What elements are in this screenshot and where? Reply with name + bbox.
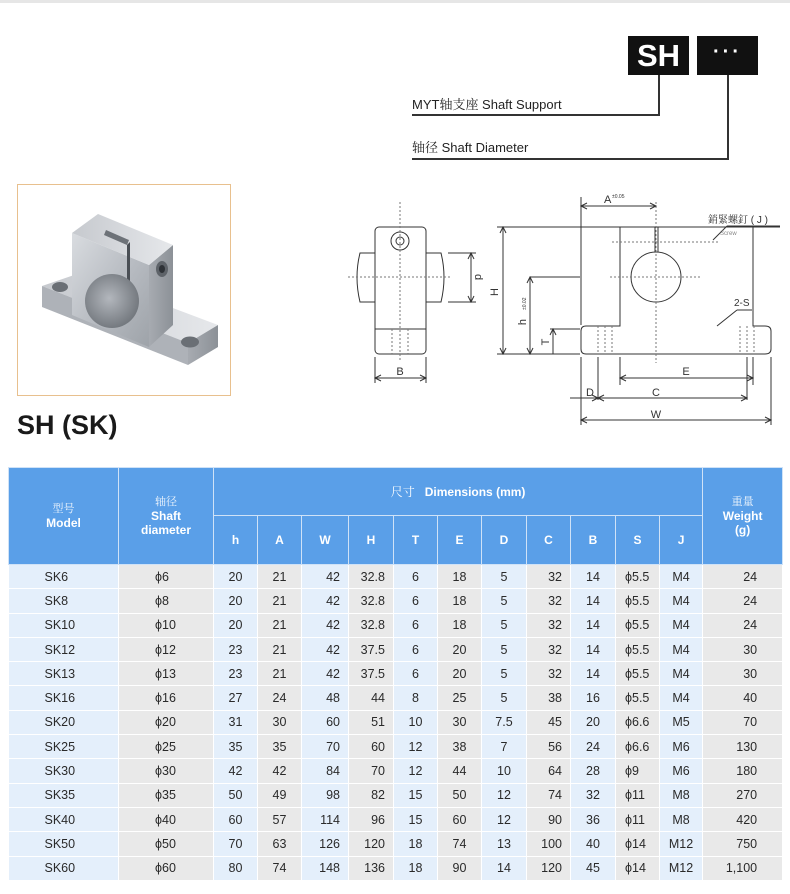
cell-d: 5	[482, 589, 527, 613]
cell-a: 35	[258, 735, 302, 759]
cell-model: SK25	[9, 735, 119, 759]
cell-w: 70	[302, 735, 349, 759]
cell-c: 74	[527, 783, 571, 807]
table-row	[9, 565, 783, 589]
dim-label-w: W	[650, 409, 662, 421]
cell-d: 12	[482, 807, 527, 831]
cell-d: 5	[482, 686, 527, 710]
header-dim-h-lower: h	[214, 516, 258, 565]
cell-weight: 24	[703, 565, 783, 589]
table-row	[9, 807, 783, 831]
cell-weight: 30	[703, 637, 783, 661]
cell-s: ϕ14	[616, 832, 660, 856]
cell-t: 12	[394, 759, 438, 783]
cell-b: 16	[571, 686, 616, 710]
cell-b: 36	[571, 807, 616, 831]
cell-b: 14	[571, 662, 616, 686]
cell-shaft-diameter: ϕ6	[119, 565, 214, 589]
spec-table	[8, 467, 783, 881]
cell-a: 63	[258, 832, 302, 856]
cell-c: 32	[527, 637, 571, 661]
cell-model: SK40	[9, 807, 119, 831]
table-row	[9, 783, 783, 807]
cell-t: 15	[394, 783, 438, 807]
cell-j: M4	[660, 662, 703, 686]
header-shaft-en1: Shaft	[151, 509, 181, 523]
cell-j: M6	[660, 759, 703, 783]
cell-e: 18	[438, 565, 482, 589]
cell-b: 14	[571, 589, 616, 613]
cell-shaft-diameter: ϕ12	[119, 637, 214, 661]
cell-h: 32.8	[349, 613, 394, 637]
cell-t: 10	[394, 710, 438, 734]
header-weight-en: Weight	[722, 509, 763, 523]
cell-w: 42	[302, 613, 349, 637]
header-dim-a: A	[258, 516, 302, 565]
technical-drawing	[340, 185, 790, 435]
cell-a: 30	[258, 710, 302, 734]
cell-a: 42	[258, 759, 302, 783]
connector-line-sh	[658, 75, 660, 115]
cell-model: SK13	[9, 662, 119, 686]
dim-label-d: d	[472, 273, 484, 281]
cell-h: 70	[349, 759, 394, 783]
cell-s: ϕ5.5	[616, 686, 660, 710]
cell-t: 6	[394, 662, 438, 686]
header-model-en: Model	[46, 516, 81, 530]
dim-label-t: T	[540, 338, 552, 346]
cell-w: 98	[302, 783, 349, 807]
cell-t: 6	[394, 589, 438, 613]
cell-s: ϕ9	[616, 759, 660, 783]
cell-model: SK8	[9, 589, 119, 613]
cell-w: 42	[302, 589, 349, 613]
cell-shaft-diameter: ϕ25	[119, 735, 214, 759]
cell-b: 14	[571, 613, 616, 637]
dim-tolerance-a: ±0.05	[612, 194, 625, 200]
table-row	[9, 856, 783, 880]
cell-h: 27	[214, 686, 258, 710]
cell-e: 38	[438, 735, 482, 759]
cell-weight: 750	[703, 832, 783, 856]
header-shaft	[119, 468, 214, 565]
dim-label-h-upper: H	[489, 288, 501, 296]
cell-weight: 24	[703, 613, 783, 637]
dim-label-b: B	[396, 366, 404, 378]
cell-e: 50	[438, 783, 482, 807]
cell-c: 45	[527, 710, 571, 734]
cell-t: 8	[394, 686, 438, 710]
cell-h: 50	[214, 783, 258, 807]
dim-label-a: A	[604, 194, 612, 206]
header-model-cn: 型号	[52, 503, 75, 515]
cell-s: ϕ6.6	[616, 710, 660, 734]
cell-e: 25	[438, 686, 482, 710]
cell-e: 74	[438, 832, 482, 856]
header-weight-unit: (g)	[734, 523, 751, 537]
cell-c: 90	[527, 807, 571, 831]
cell-b: 14	[571, 637, 616, 661]
cell-e: 18	[438, 613, 482, 637]
cell-d: 5	[482, 565, 527, 589]
header-dim-e: E	[438, 516, 482, 565]
cell-w: 148	[302, 856, 349, 880]
product-photo	[17, 184, 231, 396]
cell-h: 31	[214, 710, 258, 734]
cell-b: 14	[571, 565, 616, 589]
cell-weight: 24	[703, 589, 783, 613]
underline-shaft-support	[412, 114, 660, 116]
header-dims-cn: 尺寸	[390, 484, 415, 499]
cell-e: 30	[438, 710, 482, 734]
header-dim-j: J	[660, 516, 703, 565]
cell-h: 96	[349, 807, 394, 831]
cell-s: ϕ5.5	[616, 565, 660, 589]
cell-weight: 40	[703, 686, 783, 710]
cell-shaft-diameter: ϕ40	[119, 807, 214, 831]
cell-j: M5	[660, 710, 703, 734]
cell-c: 38	[527, 686, 571, 710]
cell-model: SK6	[9, 565, 119, 589]
cell-d: 5	[482, 613, 527, 637]
cell-h: 20	[214, 565, 258, 589]
cell-w: 114	[302, 807, 349, 831]
header-dim-t: T	[394, 516, 438, 565]
cell-d: 13	[482, 832, 527, 856]
spec-table-body	[9, 565, 783, 881]
cell-c: 120	[527, 856, 571, 880]
cell-model: SK20	[9, 710, 119, 734]
table-row	[9, 589, 783, 613]
cell-h: 37.5	[349, 637, 394, 661]
cell-d: 10	[482, 759, 527, 783]
cell-s: ϕ5.5	[616, 662, 660, 686]
cell-h: 70	[214, 832, 258, 856]
product-title: SH (SK)	[17, 410, 118, 440]
cell-t: 15	[394, 807, 438, 831]
cell-j: M4	[660, 613, 703, 637]
cell-weight: 180	[703, 759, 783, 783]
cell-e: 18	[438, 589, 482, 613]
shaft-support-block-image	[18, 185, 229, 394]
cell-j: M4	[660, 565, 703, 589]
header-weight	[703, 468, 783, 565]
cell-c: 32	[527, 662, 571, 686]
screw-label-cn: 銷緊螺釘 ( J )	[708, 215, 768, 226]
cell-b: 28	[571, 759, 616, 783]
cell-h: 23	[214, 637, 258, 661]
cell-b: 32	[571, 783, 616, 807]
legend-shaft-diameter: 轴径 Shaft Diameter	[412, 140, 529, 155]
cell-weight: 30	[703, 662, 783, 686]
header-shaft-en2: diameter	[140, 523, 192, 537]
cell-h: 32.8	[349, 589, 394, 613]
table-row	[9, 662, 783, 686]
cell-d: 12	[482, 783, 527, 807]
cell-a: 21	[258, 637, 302, 661]
header-dim-b: B	[571, 516, 616, 565]
cell-w: 60	[302, 710, 349, 734]
cell-h: 44	[349, 686, 394, 710]
cell-shaft-diameter: ϕ13	[119, 662, 214, 686]
cell-h: 20	[214, 613, 258, 637]
table-row	[9, 759, 783, 783]
connector-line-size	[727, 75, 729, 159]
header-model	[9, 468, 119, 565]
cell-d: 7.5	[482, 710, 527, 734]
cell-a: 57	[258, 807, 302, 831]
cell-model: SK10	[9, 613, 119, 637]
cell-weight: 420	[703, 807, 783, 831]
cell-a: 21	[258, 613, 302, 637]
size-code-placeholder: ···	[713, 41, 742, 63]
cell-c: 100	[527, 832, 571, 856]
cell-e: 20	[438, 662, 482, 686]
cell-s: ϕ11	[616, 807, 660, 831]
cell-j: M4	[660, 686, 703, 710]
cell-s: ϕ14	[616, 856, 660, 880]
table-row	[9, 637, 783, 661]
cell-j: M12	[660, 856, 703, 880]
cell-s: ϕ5.5	[616, 589, 660, 613]
cell-h: 23	[214, 662, 258, 686]
mounting-holes-label: 2-S	[734, 298, 750, 309]
dim-label-h-lower: h	[517, 318, 529, 326]
cell-c: 32	[527, 613, 571, 637]
cell-c: 32	[527, 589, 571, 613]
cell-shaft-diameter: ϕ30	[119, 759, 214, 783]
table-row	[9, 735, 783, 759]
header-dim-d: D	[482, 516, 527, 565]
cell-j: M8	[660, 807, 703, 831]
cell-s: ϕ6.6	[616, 735, 660, 759]
series-code-box	[628, 36, 689, 75]
cell-h: 37.5	[349, 662, 394, 686]
cell-h: 32.8	[349, 565, 394, 589]
cell-e: 60	[438, 807, 482, 831]
cell-t: 18	[394, 832, 438, 856]
cell-model: SK30	[9, 759, 119, 783]
cell-d: 14	[482, 856, 527, 880]
cell-h: 60	[349, 735, 394, 759]
cell-h: 60	[214, 807, 258, 831]
cell-b: 40	[571, 832, 616, 856]
header-dim-c: C	[527, 516, 571, 565]
table-row	[9, 832, 783, 856]
screw-label-en: Screw	[720, 231, 737, 237]
cell-shaft-diameter: ϕ60	[119, 856, 214, 880]
cell-e: 20	[438, 637, 482, 661]
cell-a: 49	[258, 783, 302, 807]
dim-tolerance-h: ±0.02	[522, 297, 528, 310]
cell-a: 74	[258, 856, 302, 880]
cell-shaft-diameter: ϕ10	[119, 613, 214, 637]
underline-shaft-diameter	[412, 158, 729, 160]
cell-b: 24	[571, 735, 616, 759]
cell-j: M12	[660, 832, 703, 856]
cell-c: 56	[527, 735, 571, 759]
cell-model: SK12	[9, 637, 119, 661]
cell-s: ϕ5.5	[616, 613, 660, 637]
cell-t: 6	[394, 565, 438, 589]
table-row	[9, 613, 783, 637]
cell-a: 24	[258, 686, 302, 710]
cell-j: M4	[660, 589, 703, 613]
cell-weight: 130	[703, 735, 783, 759]
cell-b: 20	[571, 710, 616, 734]
cell-c: 32	[527, 565, 571, 589]
cell-j: M8	[660, 783, 703, 807]
cell-w: 84	[302, 759, 349, 783]
cell-a: 21	[258, 589, 302, 613]
cell-h: 51	[349, 710, 394, 734]
cell-h: 80	[214, 856, 258, 880]
series-code: SH	[636, 37, 681, 73]
header-shaft-cn: 轴径	[155, 496, 177, 508]
header-dim-w: W	[302, 516, 349, 565]
size-code-box	[697, 36, 758, 75]
cell-c: 64	[527, 759, 571, 783]
cell-w: 126	[302, 832, 349, 856]
dim-label-d-offset: D	[586, 387, 594, 399]
cell-weight: 270	[703, 783, 783, 807]
table-row	[9, 686, 783, 710]
cell-weight: 70	[703, 710, 783, 734]
cell-h: 42	[214, 759, 258, 783]
cell-e: 90	[438, 856, 482, 880]
cell-model: SK60	[9, 856, 119, 880]
cell-model: SK16	[9, 686, 119, 710]
cell-shaft-diameter: ϕ50	[119, 832, 214, 856]
dim-label-e: E	[682, 366, 690, 378]
cell-shaft-diameter: ϕ16	[119, 686, 214, 710]
dim-label-c: C	[652, 387, 660, 399]
cell-w: 42	[302, 565, 349, 589]
cell-h: 120	[349, 832, 394, 856]
cell-t: 6	[394, 637, 438, 661]
header-dim-h: H	[349, 516, 394, 565]
cell-d: 7	[482, 735, 527, 759]
cell-s: ϕ11	[616, 783, 660, 807]
cell-h: 35	[214, 735, 258, 759]
cell-weight: 1,100	[703, 856, 783, 880]
cell-model: SK50	[9, 832, 119, 856]
cell-h: 136	[349, 856, 394, 880]
header-dims-en: Dimensions (mm)	[424, 484, 526, 499]
cell-shaft-diameter: ϕ35	[119, 783, 214, 807]
cell-t: 18	[394, 856, 438, 880]
cell-b: 45	[571, 856, 616, 880]
cell-h: 82	[349, 783, 394, 807]
header-dim-s: S	[616, 516, 660, 565]
header-weight-cn: 重量	[731, 496, 754, 508]
cell-d: 5	[482, 662, 527, 686]
cell-t: 12	[394, 735, 438, 759]
cell-j: M4	[660, 637, 703, 661]
top-border	[0, 0, 790, 3]
cell-shaft-diameter: ϕ20	[119, 710, 214, 734]
cell-h: 20	[214, 589, 258, 613]
cell-model: SK35	[9, 783, 119, 807]
cell-w: 48	[302, 686, 349, 710]
cell-j: M6	[660, 735, 703, 759]
cell-d: 5	[482, 637, 527, 661]
cell-s: ϕ5.5	[616, 637, 660, 661]
cell-w: 42	[302, 637, 349, 661]
cell-a: 21	[258, 662, 302, 686]
header-dimensions	[214, 468, 703, 516]
cell-a: 21	[258, 565, 302, 589]
cell-shaft-diameter: ϕ8	[119, 589, 214, 613]
table-row	[9, 710, 783, 734]
cell-t: 6	[394, 613, 438, 637]
cell-w: 42	[302, 662, 349, 686]
legend-shaft-support: MYT轴支座 Shaft Support	[412, 97, 562, 112]
cell-e: 44	[438, 759, 482, 783]
